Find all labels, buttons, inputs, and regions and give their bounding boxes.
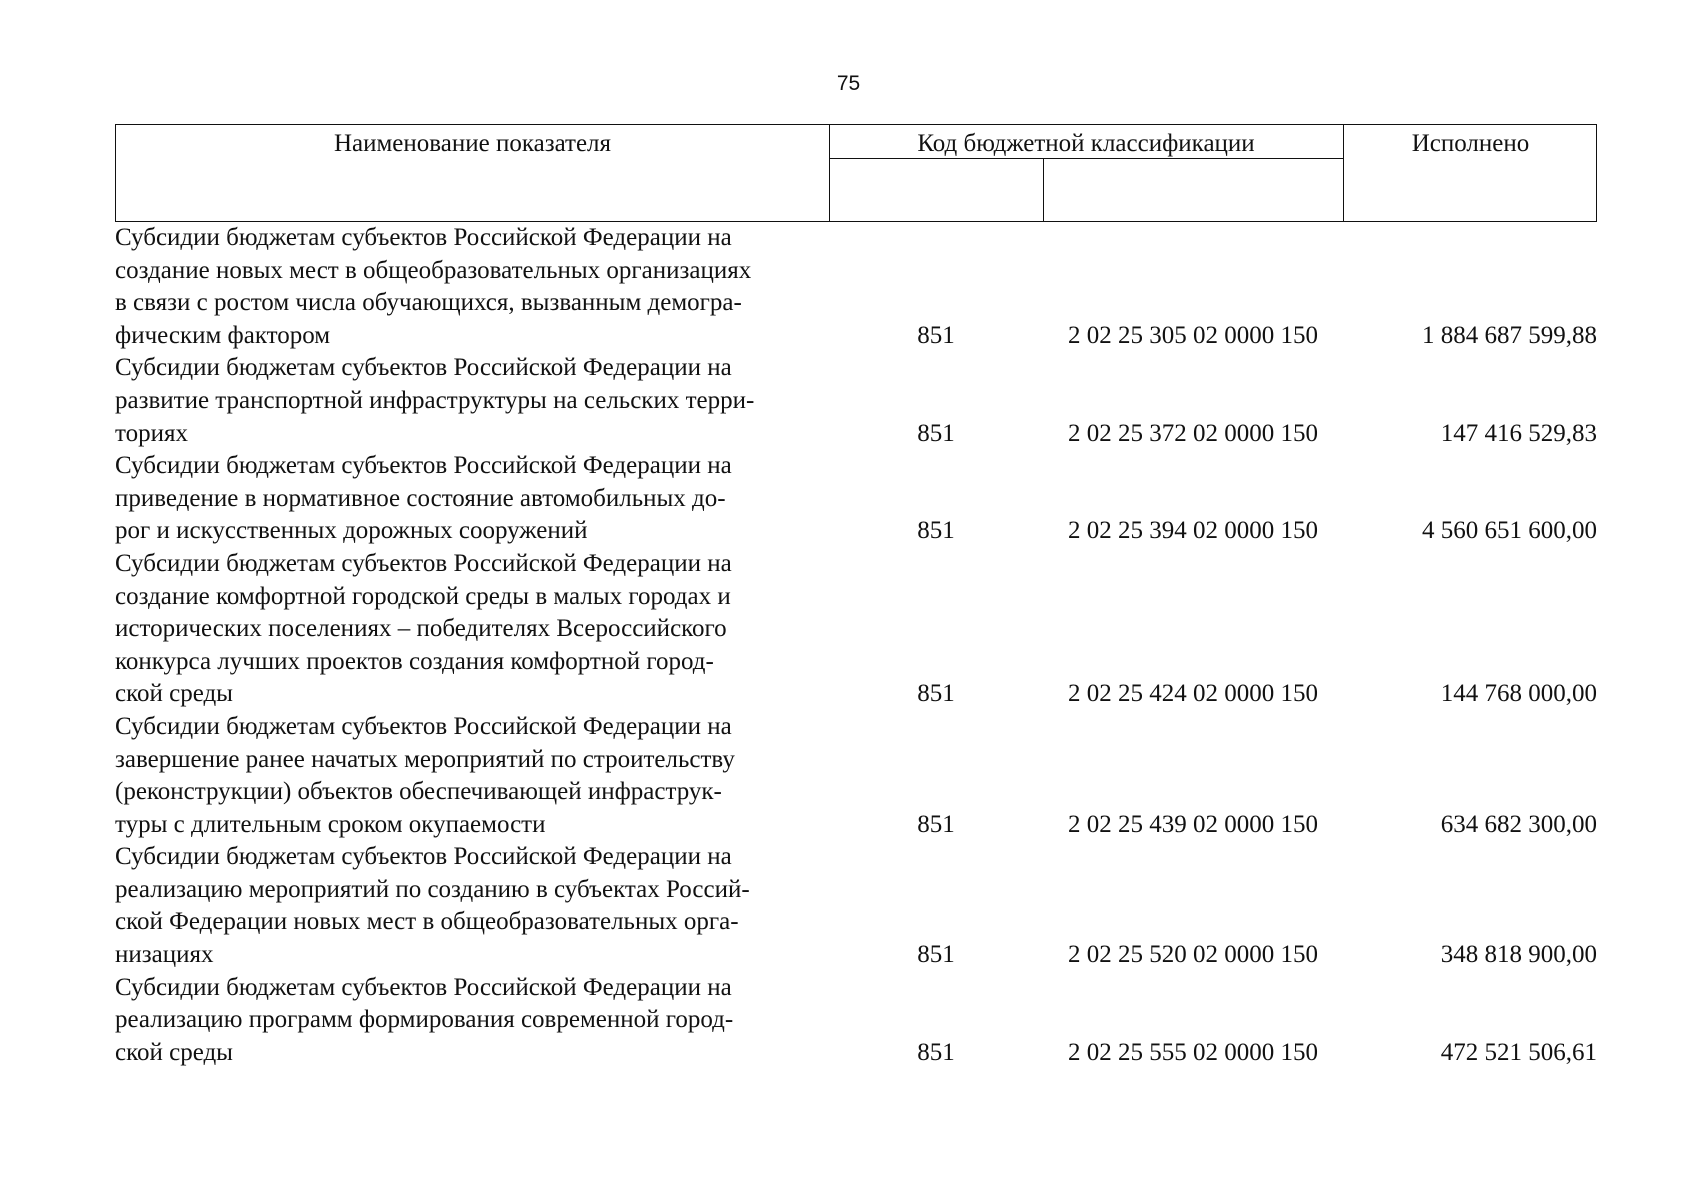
row-name: Субсидии бюджетам субъектов Российской Федерации на реализацию мероприятий по созданию в субъектах Россий- ской Федерации новых мест в общеобразовательных орга- низациях bbox=[115, 843, 750, 969]
header-executed: Исполнено bbox=[1411, 130, 1530, 157]
row-amount: 348 818 900,00 bbox=[1440, 941, 1597, 969]
row-admin-code: 851 bbox=[917, 1038, 955, 1066]
row-amount: 1 884 687 599,88 bbox=[1422, 321, 1597, 349]
row-admin-code: 851 bbox=[917, 810, 955, 838]
row-name: Субсидии бюджетам субъектов Российской Федерации на развитие транспортной инфраструктуры на сельских терри- ториях bbox=[115, 354, 755, 447]
header-name: Наименование показателя bbox=[333, 130, 612, 157]
row-amount: 634 682 300,00 bbox=[1440, 810, 1597, 838]
table-header bbox=[115, 124, 1597, 222]
row-name: Субсидии бюджетам субъектов Российской Федерации на реализацию программ формирования современной город- ской среды bbox=[115, 973, 734, 1066]
row-amount: 147 416 529,83 bbox=[1440, 419, 1597, 447]
table-row bbox=[115, 972, 1597, 1070]
table-row bbox=[115, 841, 1597, 971]
row-admin-code: 851 bbox=[917, 419, 955, 447]
row-name: Субсидии бюджетам субъектов Российской Федерации на завершение ранее начатых мероприятий по строительству (реконструкции) объектов обеспечивающей инфраструк- туры с длительным сроком окупаемости bbox=[115, 712, 735, 838]
table-body bbox=[115, 222, 1597, 1069]
page-number: 75 bbox=[836, 72, 861, 95]
table-row bbox=[115, 222, 1597, 352]
row-name: Субсидии бюджетам субъектов Российской Федерации на создание комфортной городской среды в малых городах и исторических поселениях – победителях Всероссийского конкурса лучших проектов создания комфортной город- ской среды bbox=[115, 549, 732, 708]
table-row bbox=[115, 352, 1597, 450]
row-admin-code: 851 bbox=[917, 321, 955, 349]
row-budget-code: 2 02 25 305 02 0000 150 bbox=[1068, 321, 1318, 349]
row-amount: 472 521 506,61 bbox=[1440, 1038, 1597, 1066]
table-row bbox=[115, 450, 1597, 548]
header-budget-code: Код бюджетной классификации bbox=[917, 130, 1255, 157]
row-budget-code: 2 02 25 439 02 0000 150 bbox=[1068, 810, 1318, 838]
row-name: Субсидии бюджетам субъектов Российской Федерации на создание новых мест в общеобразовательных организациях в связи с ростом числа обучающихся, вызванным демогра- фическим фактором bbox=[115, 224, 752, 349]
row-budget-code: 2 02 25 394 02 0000 150 bbox=[1068, 517, 1318, 545]
row-budget-code: 2 02 25 555 02 0000 150 bbox=[1068, 1038, 1318, 1066]
row-admin-code: 851 bbox=[917, 680, 955, 708]
row-budget-code: 2 02 25 372 02 0000 150 bbox=[1068, 419, 1318, 447]
table-row bbox=[115, 711, 1597, 841]
row-amount: 4 560 651 600,00 bbox=[1422, 517, 1597, 545]
column-divider bbox=[1043, 158, 1044, 221]
row-budget-code: 2 02 25 424 02 0000 150 bbox=[1068, 680, 1318, 708]
row-name: Субсидии бюджетам субъектов Российской Федерации на приведение в нормативное состояние автомобильных до- рог и искусственных дорожных сооружений bbox=[115, 452, 732, 545]
row-admin-code: 851 bbox=[917, 517, 955, 545]
row-budget-code: 2 02 25 520 02 0000 150 bbox=[1068, 941, 1318, 969]
row-amount: 144 768 000,00 bbox=[1440, 680, 1597, 708]
table-row bbox=[115, 548, 1597, 711]
row-admin-code: 851 bbox=[917, 941, 955, 969]
